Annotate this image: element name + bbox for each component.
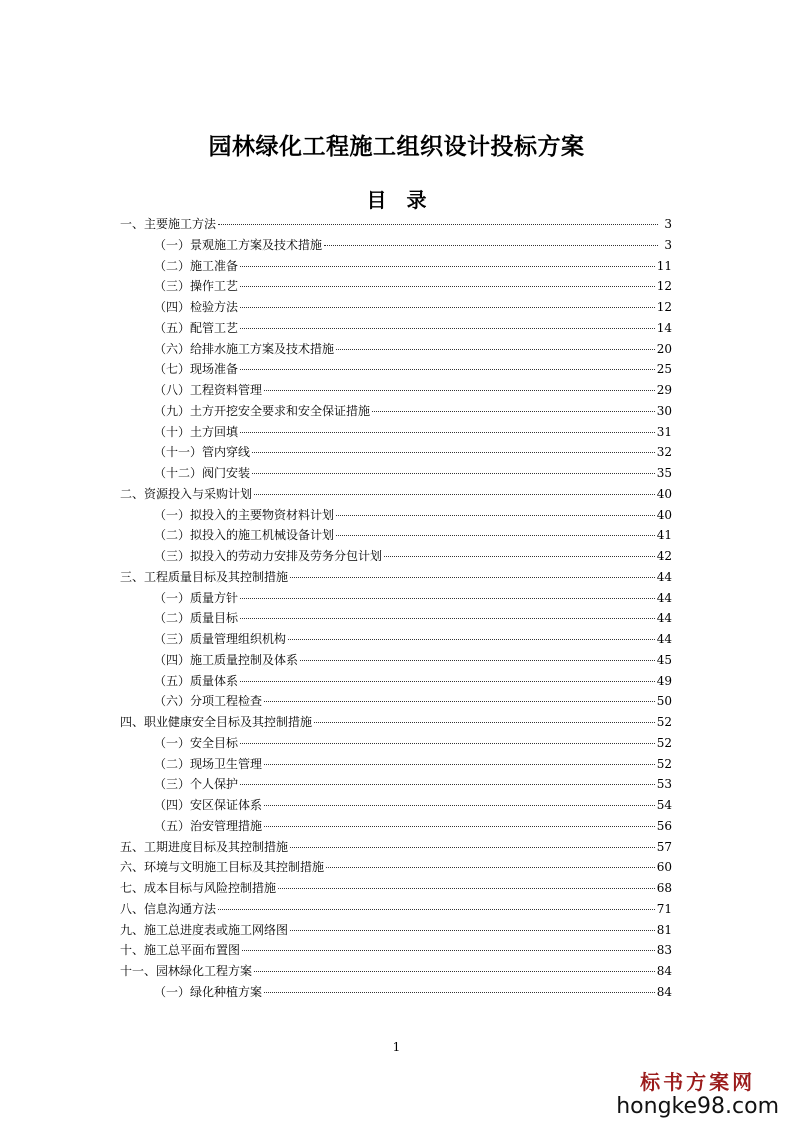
toc-leader-dots (264, 826, 655, 827)
toc-entry-page: 60 (656, 860, 672, 875)
toc-entry-page: 3 (664, 237, 672, 252)
toc-entry[interactable] (120, 608, 672, 629)
toc-entry-label: 四、职业健康安全目标及其控制措施 (120, 715, 313, 729)
toc-entry[interactable] (120, 795, 672, 816)
toc-entry-page: 25 (656, 362, 672, 377)
toc-entry-page: 52 (656, 735, 672, 750)
toc-entry-label: 五、工期进度目标及其控制措施 (120, 839, 289, 854)
toc-entry-page: 3 (664, 217, 672, 231)
toc-entry-label: （五）质量体系 (154, 673, 239, 688)
toc-entry-page: 29 (656, 383, 672, 397)
toc-entry[interactable] (120, 235, 672, 256)
toc-entry-page: 44 (656, 632, 672, 646)
toc-leader-dots (240, 598, 655, 599)
toc-entry-page: 84 (656, 984, 672, 999)
toc-entry[interactable] (120, 505, 672, 526)
toc-entry-label: （四）检验方法 (154, 300, 239, 314)
toc-entry-page: 20 (656, 341, 672, 356)
toc-entry-page: 84 (656, 964, 672, 978)
toc-entry-page: 40 (656, 507, 672, 522)
toc-leader-dots (290, 930, 655, 931)
toc-entry-label: 二、资源投入与采购计划 (120, 486, 253, 501)
toc-entry-page: 57 (656, 839, 672, 854)
toc-entry[interactable] (120, 650, 672, 671)
toc-entry[interactable] (120, 629, 672, 650)
toc-entry-page: 35 (656, 466, 672, 480)
toc-entry[interactable] (120, 297, 672, 318)
toc-leader-dots (288, 639, 655, 640)
toc-entry-label: （二）现场卫生管理 (154, 756, 263, 771)
toc-leader-dots (252, 473, 655, 474)
toc-entry[interactable] (120, 816, 672, 837)
toc-leader-dots (240, 266, 655, 267)
toc-entry-page: 11 (656, 258, 672, 273)
toc-entry-page: 41 (656, 528, 672, 543)
toc-entry-label: 六、环境与文明施工目标及其控制措施 (120, 860, 325, 875)
toc-entry[interactable] (120, 339, 672, 360)
toc-entry-page: 56 (656, 818, 672, 833)
toc-entry-label: （十一）管内穿线 (154, 445, 251, 460)
toc-leader-dots (384, 556, 655, 557)
toc-entry-page: 54 (656, 798, 672, 812)
toc-leader-dots (278, 888, 655, 889)
toc-leader-dots (218, 909, 655, 910)
toc-leader-dots (264, 701, 655, 702)
toc-entry[interactable] (120, 546, 672, 567)
toc-entry-label: （八）工程资料管理 (154, 383, 263, 397)
toc-entry-label: （一）安全目标 (154, 735, 239, 750)
toc-entry-label: （二）拟投入的施工机械设备计划 (154, 528, 335, 543)
toc-entry-page: 42 (656, 549, 672, 563)
toc-entry[interactable] (120, 982, 672, 1003)
toc-heading: 目 录 (366, 188, 427, 212)
toc-leader-dots (218, 224, 658, 225)
watermark-cn-text: 标书方案网 (640, 1070, 756, 1094)
toc-entry-label: 一、主要施工方法 (120, 217, 217, 231)
toc-leader-dots (240, 784, 655, 785)
toc-entry-page: 44 (656, 569, 672, 584)
toc-entry-label: （九）土方开挖安全要求和安全保证措施 (154, 403, 371, 418)
toc-leader-dots (336, 515, 655, 516)
toc-entry-page: 81 (656, 922, 672, 937)
toc-entry[interactable] (120, 401, 672, 422)
toc-entry-page: 53 (656, 777, 672, 792)
toc-leader-dots (336, 535, 655, 536)
toc-entry-label: （十二）阀门安装 (154, 466, 251, 480)
toc-entry[interactable] (120, 276, 672, 297)
toc-entry[interactable] (120, 940, 672, 961)
toc-entry-label: 八、信息沟通方法 (120, 901, 217, 916)
toc-entry[interactable] (120, 380, 672, 401)
toc-leader-dots (300, 660, 655, 661)
toc-entry-page: 49 (656, 673, 672, 688)
toc-leader-dots (264, 805, 655, 806)
toc-leader-dots (264, 992, 655, 993)
toc-entry[interactable] (120, 857, 672, 878)
toc-entry[interactable] (120, 837, 672, 858)
toc-entry-label: （二）质量目标 (154, 611, 239, 626)
toc-entry[interactable] (120, 422, 672, 443)
toc-entry[interactable] (120, 588, 672, 609)
toc-leader-dots (240, 369, 655, 370)
toc-leader-dots (240, 432, 655, 433)
toc-entry[interactable] (120, 214, 672, 235)
toc-entry[interactable] (120, 525, 672, 546)
toc-leader-dots (264, 764, 655, 765)
toc-entry[interactable] (120, 691, 672, 712)
toc-entry-label: （四）施工质量控制及体系 (154, 652, 299, 667)
toc-entry[interactable] (120, 256, 672, 277)
toc-entry-label: （五）配管工艺 (154, 320, 239, 335)
toc-entry-label: （三）操作工艺 (154, 279, 239, 294)
toc-entry-label: （一）拟投入的主要物资材料计划 (154, 507, 335, 522)
toc-entry[interactable] (120, 774, 672, 795)
toc-entry-label: （一）绿化种植方案 (154, 984, 263, 999)
toc-leader-dots (240, 286, 655, 287)
page-number: 1 (392, 1040, 401, 1054)
toc-leader-dots (242, 950, 655, 951)
toc-entry-page: 31 (656, 424, 672, 439)
toc-entry-page: 83 (656, 943, 672, 958)
toc-leader-dots (240, 743, 655, 744)
toc-entry[interactable] (120, 463, 672, 484)
toc-entry-page: 52 (656, 756, 672, 771)
toc-entry-page: 52 (656, 715, 672, 729)
toc-entry[interactable] (120, 671, 672, 692)
toc-entry[interactable] (120, 484, 672, 505)
toc-entry[interactable] (120, 712, 672, 733)
toc-leader-dots (254, 971, 655, 972)
toc-leader-dots (324, 245, 658, 246)
toc-entry-label: （五）治安管理措施 (154, 818, 263, 833)
toc-entry-label: 十、施工总平面布置图 (120, 943, 241, 958)
toc-entry-label: （三）拟投入的劳动力安排及劳务分包计划 (154, 549, 383, 563)
toc-leader-dots (326, 867, 655, 868)
toc-entry[interactable] (120, 318, 672, 339)
toc-leader-dots (372, 411, 655, 412)
toc-leader-dots (240, 328, 655, 329)
toc-entry-page: 12 (656, 279, 672, 294)
toc-entry-page: 45 (656, 652, 672, 667)
toc-leader-dots (336, 349, 655, 350)
toc-entry-label: （十）土方回填 (154, 424, 239, 439)
toc-leader-dots (290, 847, 655, 848)
toc-entry-label: 九、施工总进度表或施工网络图 (120, 922, 289, 937)
watermark-url-text: hongke98.com (616, 1094, 779, 1119)
toc-leader-dots (240, 618, 655, 619)
toc-entry-page: 50 (656, 694, 672, 709)
toc-entry-page: 44 (656, 611, 672, 626)
toc-leader-dots (264, 390, 655, 391)
toc-entry[interactable] (120, 899, 672, 920)
toc-entry[interactable] (120, 733, 672, 754)
toc-leader-dots (254, 494, 655, 495)
toc-entry-label: （一）景观施工方案及技术措施 (154, 237, 323, 252)
toc-leader-dots (240, 307, 655, 308)
toc-entry-label: （六）分项工程检查 (154, 694, 263, 709)
toc-entry-page: 14 (656, 320, 672, 335)
toc-entry-page: 30 (656, 403, 672, 418)
table-of-contents (120, 214, 672, 1003)
toc-entry[interactable] (120, 878, 672, 899)
toc-entry-label: （二）施工准备 (154, 258, 239, 273)
toc-entry-label: （四）安区保证体系 (154, 798, 263, 812)
toc-entry[interactable] (120, 754, 672, 775)
toc-entry-label: （一）质量方针 (154, 590, 239, 605)
watermark-logo (616, 1066, 779, 1119)
toc-leader-dots (290, 577, 655, 578)
toc-entry-label: （三）个人保护 (154, 777, 239, 792)
toc-leader-dots (240, 681, 655, 682)
toc-entry[interactable] (120, 567, 672, 588)
toc-leader-dots (252, 452, 655, 453)
toc-entry-label: （六）给排水施工方案及技术措施 (154, 341, 335, 356)
toc-entry-label: （七）现场准备 (154, 362, 239, 377)
toc-entry[interactable] (120, 359, 672, 380)
document-title: 园林绿化工程施工组织设计投标方案 (208, 134, 585, 160)
toc-entry[interactable] (120, 442, 672, 463)
toc-entry-page: 40 (656, 486, 672, 501)
toc-entry-page: 12 (656, 300, 672, 314)
toc-entry-page: 32 (656, 445, 672, 460)
toc-entry-label: （三）质量管理组织机构 (154, 632, 287, 646)
toc-entry-label: 十一、园林绿化工程方案 (120, 964, 253, 978)
toc-entry[interactable] (120, 920, 672, 941)
toc-entry-label: 七、成本目标与风险控制措施 (120, 881, 277, 895)
toc-leader-dots (314, 722, 655, 723)
toc-entry-page: 44 (656, 590, 672, 605)
toc-entry-page: 68 (656, 881, 672, 895)
toc-entry[interactable] (120, 961, 672, 982)
toc-entry-page: 71 (656, 901, 672, 916)
toc-entry-label: 三、工程质量目标及其控制措施 (120, 569, 289, 584)
